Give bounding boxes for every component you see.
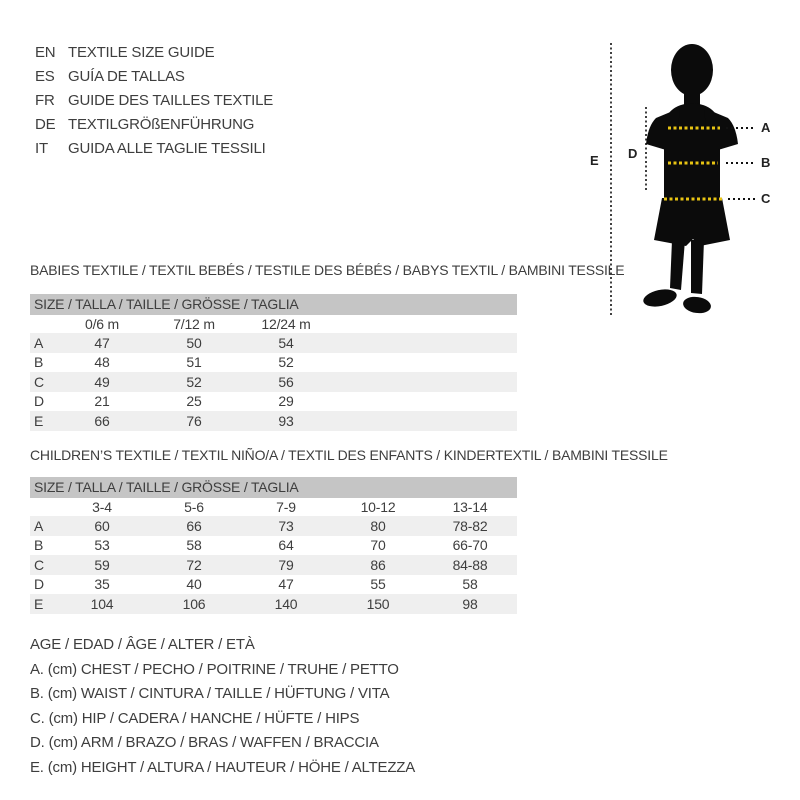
guide-title: GUÍA DE TALLAS: [68, 68, 185, 85]
measurement-legend: [30, 633, 415, 780]
language-code: EN: [35, 44, 56, 61]
label-c: C: [761, 191, 771, 206]
table-row: [30, 536, 517, 556]
shorts-shape: [654, 198, 730, 246]
babies-size-table: [30, 294, 517, 431]
table-cell: 25: [186, 393, 202, 410]
table-cell: 60: [94, 517, 110, 534]
language-code: IT: [35, 140, 48, 157]
table-row: [30, 594, 517, 614]
table-cell: 66-70: [452, 537, 488, 554]
guide-title: TEXTILGRÖßENFÜHRUNG: [68, 116, 255, 133]
table-cell: 40: [186, 576, 202, 593]
table-cell: 58: [462, 576, 478, 593]
legend-line-chest: A. (cm) CHEST / PECHO / POITRINE / TRUHE / PETTO: [30, 660, 399, 678]
table-header-bar: SIZE / TALLA / TAILLE / GRÖSSE / TAGLIA: [30, 294, 517, 315]
language-row: [35, 113, 273, 137]
label-b: B: [761, 155, 771, 170]
column-header: 7-9: [276, 499, 296, 515]
language-code: ES: [35, 68, 55, 85]
table-cell: 86: [370, 556, 386, 573]
legend-line-height: E. (cm) HEIGHT / ALTURA / HAUTEUR / HÖHE / ALTEZZA: [30, 758, 416, 776]
column-header: 10-12: [360, 499, 396, 515]
table-row: [30, 372, 517, 392]
table-cell: 80: [370, 517, 386, 534]
table-cell: 98: [462, 595, 478, 612]
right-shoe-shape: [682, 295, 712, 315]
language-row: [35, 137, 273, 161]
row-label: E: [34, 595, 44, 612]
table-cell: 72: [186, 556, 202, 573]
table-row: [30, 555, 517, 575]
table-cell: 150: [366, 595, 390, 612]
child-silhouette: [642, 44, 738, 315]
table-cell: 50: [186, 334, 202, 351]
table-cell: 29: [278, 393, 294, 410]
table-cell: 21: [94, 393, 110, 410]
babies-section-title: BABIES TEXTILE / TEXTIL BEBÉS / TESTILE DES BÉBÉS / BABYS TEXTIL / BAMBINI TESSILE: [30, 262, 625, 278]
table-cell: 59: [94, 556, 110, 573]
language-row: [35, 65, 273, 89]
left-leg-shape: [670, 240, 685, 290]
row-label: D: [34, 393, 44, 410]
guide-title: GUIDE DES TAILLES TEXTILE: [68, 92, 274, 109]
table-cell: 104: [90, 595, 114, 612]
children-size-table: [30, 477, 517, 614]
language-code: DE: [35, 116, 56, 133]
row-label: A: [34, 334, 44, 351]
legend-line-hip: C. (cm) HIP / CADERA / HANCHE / HÜFTE / HIPS: [30, 709, 360, 727]
guide-title: TEXTILE SIZE GUIDE: [68, 44, 215, 61]
table-cell: 47: [94, 334, 110, 351]
column-header: 12/24 m: [261, 316, 311, 332]
table-cell: 106: [182, 595, 206, 612]
child-measurement-figure: [580, 22, 780, 324]
table-cell: 64: [278, 537, 294, 554]
guide-title: GUIDA ALLE TAGLIE TESSILI: [68, 140, 266, 157]
table-cell: 58: [186, 537, 202, 554]
column-header: 7/12 m: [173, 316, 215, 332]
row-label: A: [34, 517, 44, 534]
row-label: B: [34, 354, 44, 371]
table-cell: 48: [94, 354, 110, 371]
table-cell: 93: [278, 412, 294, 429]
language-code: FR: [35, 92, 55, 109]
column-header: 0/6 m: [84, 316, 119, 332]
table-row: [30, 333, 517, 353]
table-cell: 70: [370, 537, 386, 554]
row-label: C: [34, 556, 44, 573]
language-row: [35, 89, 273, 113]
table-cell: 140: [274, 595, 298, 612]
label-d: D: [628, 146, 638, 161]
column-header: 13-14: [452, 499, 488, 515]
label-e: E: [590, 153, 599, 168]
table-cell: 53: [94, 537, 110, 554]
table-cell: 66: [94, 412, 110, 429]
table-row: [30, 516, 517, 536]
table-cell: 52: [186, 373, 202, 390]
table-cell: 47: [278, 576, 294, 593]
table-cell: 51: [186, 354, 202, 371]
table-cell: 54: [278, 334, 294, 351]
table-cell: 66: [186, 517, 202, 534]
table-row: [30, 575, 517, 595]
left-shoe-shape: [642, 287, 679, 310]
row-label: B: [34, 537, 44, 554]
table-cell: 52: [278, 354, 294, 371]
table-cell: 79: [278, 556, 294, 573]
table-row: [30, 392, 517, 412]
column-header: 5-6: [184, 499, 204, 515]
table-cell: 73: [278, 517, 294, 534]
right-leg-shape: [691, 240, 704, 294]
row-label: D: [34, 576, 44, 593]
column-header-row: [30, 315, 517, 333]
child-silhouette-svg: [580, 22, 780, 324]
table-cell: 49: [94, 373, 110, 390]
table-cell: 84-88: [452, 556, 488, 573]
language-row: [35, 41, 273, 65]
label-a: A: [761, 120, 771, 135]
children-section-title: CHILDREN’S TEXTILE / TEXTIL NIÑO/A / TEXTIL DES ENFANTS / KINDERTEXTIL / BAMBINI TESSILE: [30, 447, 668, 463]
table-header-bar: SIZE / TALLA / TAILLE / GRÖSSE / TAGLIA: [30, 477, 517, 498]
table-cell: 55: [370, 576, 386, 593]
table-cell: 35: [94, 576, 110, 593]
table-cell: 78-82: [452, 517, 488, 534]
legend-line-age: AGE / EDAD / ÂGE / ALTER / ETÀ: [30, 636, 255, 653]
table-cell: 76: [186, 412, 202, 429]
legend-line-waist: B. (cm) WAIST / CINTURA / TAILLE / HÜFTUNG / VITA: [30, 685, 390, 702]
table-row: [30, 353, 517, 373]
row-label: C: [34, 373, 44, 390]
table-cell: 56: [278, 373, 294, 390]
legend-line-arm: D. (cm) ARM / BRAZO / BRAS / WAFFEN / BRACCIA: [30, 734, 379, 751]
row-label: E: [34, 412, 44, 429]
column-header: 3-4: [92, 499, 112, 515]
table-row: [30, 411, 517, 431]
language-title-list: [35, 41, 273, 161]
column-header-row: [30, 498, 517, 516]
